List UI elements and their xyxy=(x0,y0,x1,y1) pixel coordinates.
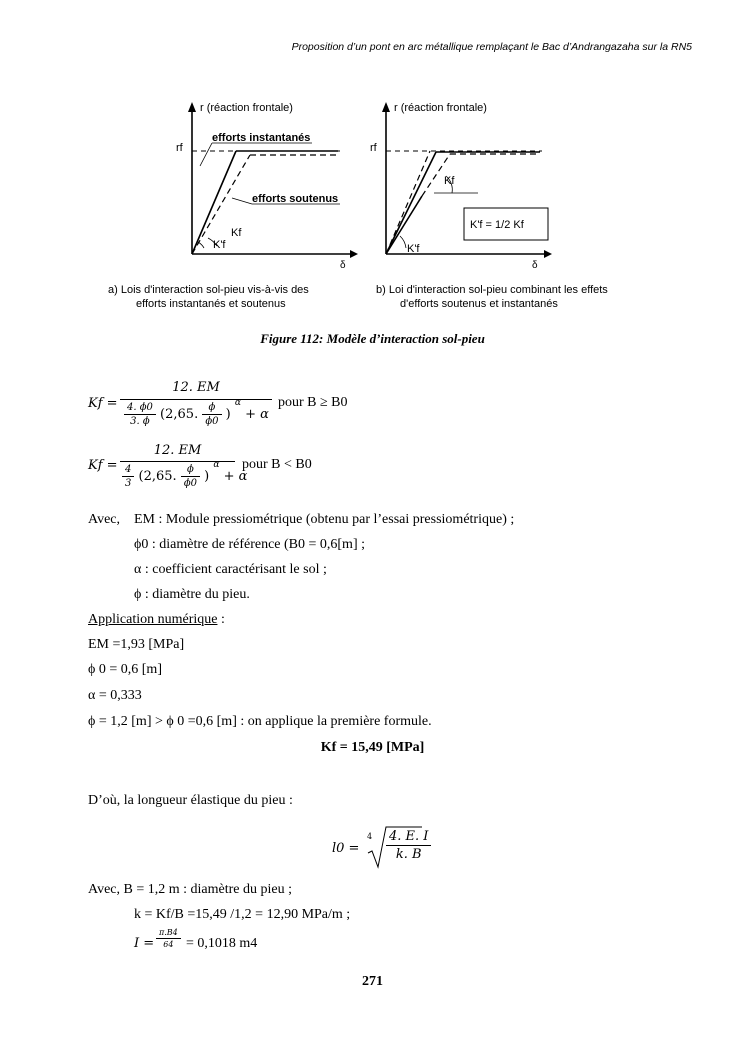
alpha-value: α = 0,333 xyxy=(88,688,142,703)
i-lhs: I = xyxy=(134,936,155,951)
kf-formula-2-lhs: Kf = xyxy=(88,458,118,473)
arrow-x-a xyxy=(350,250,358,258)
kf-formula-1-lhs: Kf = xyxy=(88,396,118,411)
em-value: EM =1,93 [MPa] xyxy=(88,637,185,652)
y-label-a: r (réaction frontale) xyxy=(200,102,293,114)
running-header: Proposition d’un pont en arc métallique remplaçant le Bac d’Andrangazaha sur la RN5 xyxy=(291,41,692,53)
figure-svg xyxy=(100,96,660,318)
avec-prefix: Avec, xyxy=(88,512,120,527)
i-fraction: $\frac{\pi.B4}{64}$ xyxy=(156,928,181,949)
kf-formula-2-denominator: $\frac{4}{3}$ (2,65. $\frac{\phi}{\phi 0}$ ) $^\alpha$ + α xyxy=(122,464,247,489)
caption-b-2: d'efforts soutenus et instantanés xyxy=(400,298,558,310)
kf-result: Kf = 15,49 [MPa] xyxy=(320,740,425,755)
kf-label-a: Kf xyxy=(231,227,242,239)
def-alpha: α : coefficient caractérisant le sol ; xyxy=(134,562,327,577)
def-phi: ϕ : diamètre du pieu. xyxy=(134,587,250,602)
def-em: EM : Module pressiométrique (obtenu par l’essai pressiométrique) ; xyxy=(134,512,515,527)
k-value: k = Kf/B =15,49 /1,2 = 12,90 MPa/m ; xyxy=(134,907,351,922)
rf-label-b: rf xyxy=(370,142,377,154)
relation-text: K'f = 1/2 Kf xyxy=(470,219,524,231)
kf-formula-1-denominator: $\frac{4. \phi 0}{3. \phi}$ (2,65. $\frac{\phi}{\phi 0}$ ) $^\alpha$ + α xyxy=(124,402,269,427)
phi0-value: ϕ 0 = 0,6 [m] xyxy=(88,662,162,677)
avec-b: Avec, B = 1,2 m : diamètre du pieu ; xyxy=(88,882,292,897)
figure-soil-pile-interaction xyxy=(100,96,660,318)
caption-a-1: a) Lois d'interaction sol-pieu vis-à-vis des xyxy=(108,284,309,296)
arrow-y-a xyxy=(188,102,196,112)
rf-label-a: rf xyxy=(176,142,183,154)
kfp-label-b: K'f xyxy=(407,243,420,255)
dou-sentence: D’où, la longueur élastique du pieu : xyxy=(88,793,293,808)
app-heading: Application numérique : xyxy=(88,612,225,627)
l0-fraction: $\frac{4. E. I}{k. B}$ xyxy=(386,829,431,862)
arrow-y-b xyxy=(382,102,390,112)
page-number: 271 xyxy=(362,974,383,989)
kf-formula-1-numerator: 12. EM xyxy=(172,380,220,395)
panel-b xyxy=(370,102,608,310)
label-sustained-a: efforts soutenus xyxy=(252,193,339,205)
figure-caption: Figure 112: Modèle d’interaction sol-pieu xyxy=(260,331,485,346)
panel-a xyxy=(108,102,358,310)
kf-formula-2-numerator: 12. EM xyxy=(153,443,202,458)
i-rhs: = 0,1018 m4 xyxy=(186,936,258,951)
kf-formula-2-condition: pour B < B0 xyxy=(242,457,312,472)
label-instant-a: efforts instantanés xyxy=(212,132,311,144)
l0-lhs: l0 = xyxy=(332,841,360,856)
y-label-b: r (réaction frontale) xyxy=(394,102,487,114)
phi-value: ϕ = 1,2 [m] > ϕ 0 =0,6 [m] : on applique la première formule. xyxy=(88,714,432,729)
kf-formula-1-fraction-bar xyxy=(120,399,272,400)
delta-b: δ xyxy=(532,260,538,271)
caption-a-2: efforts instantanés et soutenus xyxy=(136,298,286,310)
def-phi0: ϕ0 : diamètre de référence (B0 = 0,6[m] ; xyxy=(134,537,365,552)
arrow-x-b xyxy=(544,250,552,258)
caption-b-1: b) Loi d'interaction sol-pieu combinant les effets xyxy=(376,284,608,296)
kf-formula-1-condition: pour B ≥ B0 xyxy=(278,395,348,410)
kfp-label-a: K'f xyxy=(213,239,226,251)
root-index: 4 xyxy=(367,832,373,841)
kf-label-b: Kf xyxy=(444,175,455,187)
delta-a: δ xyxy=(340,260,346,271)
